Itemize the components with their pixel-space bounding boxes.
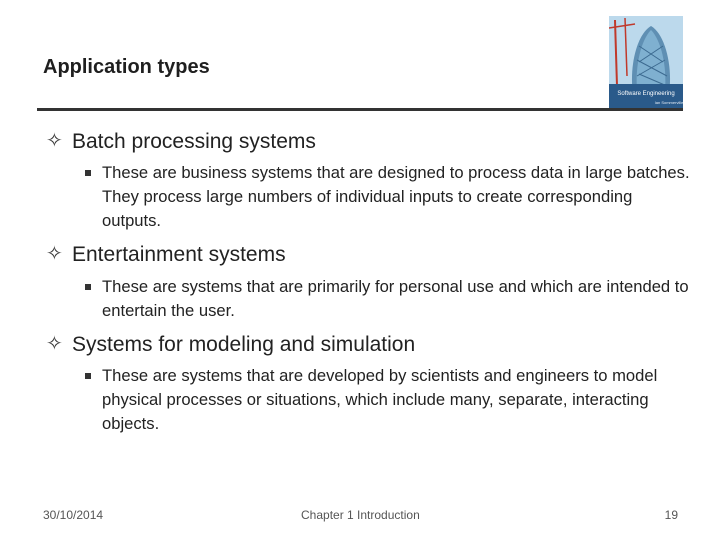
detail-text-1: These are business systems that are designed to process data in large batches. They process large numbers of individual inputs to create corresponding outputs. xyxy=(102,163,690,231)
square-bullet-icon xyxy=(85,373,91,379)
bullet-detail-1 xyxy=(46,161,692,233)
cover-author: Ian Sommerville xyxy=(654,100,683,105)
detail-text-2: These are systems that are primarily for personal use and which are intended to entertain the user. xyxy=(102,276,689,320)
bullet-detail-2 xyxy=(46,275,692,323)
footer-date: 30/10/2014 xyxy=(43,508,104,522)
heading-text-1: Batch processing systems xyxy=(72,130,316,153)
bullet-heading-1 xyxy=(46,128,696,155)
footer-chapter: Chapter 1 Introduction xyxy=(301,508,420,522)
star-bullet-icon: ✧ xyxy=(46,332,63,355)
star-bullet-icon: ✧ xyxy=(46,243,63,266)
heading-text-3: Systems for modeling and simulation xyxy=(72,332,416,356)
square-bullet-icon xyxy=(85,170,91,176)
page-number: 19 xyxy=(664,508,678,522)
slide-title: Application types xyxy=(43,56,210,78)
bullet-heading-3 xyxy=(46,331,696,358)
heading-text-2: Entertainment systems xyxy=(72,243,286,267)
star-bullet-icon: ✧ xyxy=(46,130,63,152)
square-bullet-icon xyxy=(85,284,91,290)
cover-art xyxy=(609,16,683,108)
detail-text-3: These are systems that are developed by scientists and engineers to model physical processes or situations, which include many, separate, interacting objects. xyxy=(102,365,658,433)
book-cover-image xyxy=(609,16,683,108)
cover-title: Software Engineering xyxy=(617,91,675,97)
bullet-detail-3 xyxy=(46,364,692,436)
content-body xyxy=(46,128,696,436)
title-divider xyxy=(37,108,683,111)
bullet-heading-2 xyxy=(46,241,696,268)
